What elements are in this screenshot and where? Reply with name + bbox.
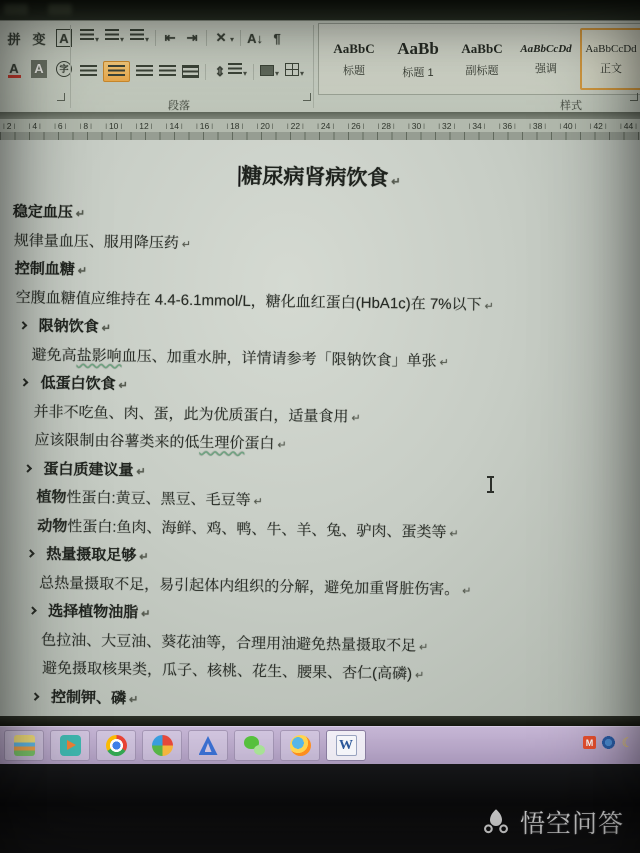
paragraph-mark: ↵ <box>419 641 429 654</box>
style-preview: AaBbC <box>461 40 503 56</box>
ribbon-tabs-cropped-strip <box>0 0 640 20</box>
ruler-number: ǀ 34 ǀ <box>469 121 486 131</box>
doc-paragraph[interactable]: 避免摄取核果类，瓜子、核桃、花生、腰果、杏仁(高磷) ↵ <box>41 659 425 683</box>
browser-pinwheel-icon <box>152 735 173 756</box>
paragraph-mark: ↵ <box>439 356 449 369</box>
group-divider <box>313 25 314 108</box>
distribute-icon[interactable] <box>182 65 199 78</box>
decrease-indent-icon[interactable]: ⇤ <box>164 30 176 45</box>
taskbar-button-chrome-icon[interactable] <box>96 730 136 761</box>
watermark <box>480 804 624 840</box>
doc-heading[interactable]: 热量摄取足够 ↵ <box>24 544 627 574</box>
paragraph-group-label: 段落 <box>168 100 190 112</box>
style-preview: AaBbCcDd <box>585 42 637 55</box>
doc-heading[interactable]: 限钠饮食 ↵ <box>16 316 631 347</box>
ruler-number: ǀ 14 ǀ <box>166 121 183 131</box>
document-title[interactable]: 糖尿病肾病饮食 ↵ <box>5 156 633 196</box>
m-app-icon[interactable]: M <box>583 736 596 749</box>
bullet-arrow-icon <box>31 692 39 700</box>
ruler-number: ǀ 4 ǀ <box>29 121 41 131</box>
ruler-number: ǀ 28 ǀ <box>378 121 395 131</box>
ribbon-tab-ghost <box>48 4 72 15</box>
character-scale-icon[interactable]: 变 <box>32 31 46 47</box>
taskbar-button-app-launcher-icon[interactable] <box>4 730 44 761</box>
font-color-icon[interactable]: A <box>6 59 22 78</box>
style-chip-正文[interactable] <box>580 28 640 90</box>
doc-paragraph[interactable]: 并非不吃鱼、肉、蛋，此为优质蛋白，适量食用 ↵ <box>33 403 361 426</box>
ruler-number: ǀ 12 ǀ <box>135 121 152 131</box>
ruler-number: ǀ 8 ǀ <box>80 121 92 131</box>
doc-paragraph[interactable]: 植物性蛋白:黄豆、黑豆、毛豆等 ↵ <box>36 488 263 509</box>
style-chip-标题 1[interactable] <box>388 28 448 90</box>
paragraph-mark: ↵ <box>139 551 149 564</box>
style-preview: AaBbC <box>333 40 375 56</box>
bullet-arrow-icon <box>23 464 31 472</box>
laptop-bezel <box>0 764 640 853</box>
style-name: 强调 <box>535 62 557 75</box>
ruler-numbers <box>3 121 637 131</box>
paragraph-mark: ↵ <box>101 322 111 335</box>
ruler-number: ǀ 30 ǀ <box>408 121 425 131</box>
style-preview: AaBb <box>397 38 439 58</box>
screen-bottom-gap <box>0 716 640 726</box>
windows-taskbar <box>0 726 640 764</box>
bullet-arrow-icon <box>18 321 26 329</box>
taskbar-button-blue-knot-icon[interactable] <box>188 730 228 761</box>
paragraph-mark: ↵ <box>253 496 263 509</box>
sort-icon[interactable]: A↓ <box>247 30 263 46</box>
paragraph-mark: ↵ <box>351 412 361 425</box>
styles-group-label: 样式 <box>560 100 582 112</box>
taskbar-button-wechat-icon[interactable] <box>234 730 274 761</box>
ribbon-tab-ghost <box>4 4 28 15</box>
doc-heading[interactable]: 稳定血压 ↵ <box>12 203 86 222</box>
blue-knot-icon <box>198 735 219 756</box>
doc-paragraph[interactable]: 应该限制由谷薯类来的低生理价蛋白 ↵ <box>34 431 287 453</box>
style-name: 标题 <box>343 64 365 77</box>
ruler-number: ǀ 6 ǀ <box>54 121 66 131</box>
ruler-number: ǀ 42 ǀ <box>590 121 607 131</box>
ruler-number: ǀ 22 ǀ <box>287 121 304 131</box>
doc-paragraph[interactable]: 规律量血压、服用降压药 ↵ <box>13 231 192 252</box>
ruler-number: ǀ 20 ǀ <box>257 121 274 131</box>
paragraph-mark: ↵ <box>277 439 287 452</box>
spellcheck-underline: 生理价 <box>199 434 245 452</box>
bullet-arrow-icon <box>26 549 34 557</box>
document-editing-area[interactable] <box>0 140 640 716</box>
align-left-icon[interactable] <box>80 65 97 78</box>
doc-heading[interactable]: 控制血糖 ↵ <box>14 260 88 279</box>
taskbar-button-firefox-icon[interactable] <box>280 730 320 761</box>
taskbar-button-word-icon[interactable] <box>326 730 366 761</box>
style-chip-标题[interactable] <box>324 28 384 90</box>
paragraph-mark: ↵ <box>449 527 459 540</box>
taskbar-button-browser-pinwheel-icon[interactable] <box>142 730 182 761</box>
doc-heading[interactable]: 控制钾、磷 ↵ <box>29 687 625 716</box>
ruler-number: ǀ 26 ǀ <box>347 121 364 131</box>
bullet-arrow-icon <box>28 606 36 614</box>
enclose-characters-icon[interactable]: 字 <box>56 61 72 77</box>
character-border-icon[interactable]: A <box>56 29 72 47</box>
doc-heading[interactable]: 蛋白质建议量 ↵ <box>21 459 629 490</box>
text-caret <box>238 166 240 187</box>
ruler-number: ǀ 44 ǀ <box>620 121 637 131</box>
watermark-text: 悟空问答 <box>519 810 624 838</box>
styles-dialog-launcher-icon[interactable] <box>630 93 638 101</box>
wechat-icon <box>244 735 265 756</box>
taskbar-icons <box>4 730 366 761</box>
style-name: 标题 1 <box>402 66 434 79</box>
ruler-ticks <box>0 132 640 140</box>
ruler-number: ǀ 24 ǀ <box>317 121 334 131</box>
font-dialog-launcher-icon[interactable] <box>57 93 65 101</box>
doc-heading[interactable]: 低蛋白饮食 ↵ <box>18 373 630 404</box>
paragraph-mark: ↵ <box>118 379 128 393</box>
wukong-monkey-logo-icon <box>480 806 512 838</box>
paragraph-mark: ↵ <box>77 265 88 278</box>
ruler-number: ǀ 18 ǀ <box>226 121 243 131</box>
paragraph-mark: ↵ <box>75 208 86 221</box>
paragraph-mark: ↵ <box>128 693 139 706</box>
phonetic-guide-icon[interactable]: 拼 <box>7 31 21 47</box>
character-shading-icon[interactable]: A <box>31 60 47 78</box>
align-center-icon[interactable] <box>103 61 130 82</box>
chrome-icon <box>106 735 127 756</box>
word-ribbon <box>0 20 640 112</box>
doc-heading[interactable]: 选择植物油脂 ↵ <box>26 601 627 631</box>
paragraph-mark: ↵ <box>141 608 151 621</box>
show-formatting-marks-icon[interactable]: ¶ <box>273 30 281 46</box>
doc-paragraph[interactable]: 空腹血糖值应维持在 4.4-6.1mmol/L，糖化血红蛋白(HbA1c)在 7%以下 ↵ <box>15 288 494 314</box>
asian-layout-icon[interactable]: ✕ ▾ <box>215 30 235 45</box>
increase-indent-icon[interactable]: ⇥ <box>186 30 198 45</box>
system-tray <box>583 736 634 749</box>
paragraph-mark: ↵ <box>391 176 401 189</box>
bullet-arrow-icon <box>20 378 28 386</box>
ruler-number: ǀ 10 ǀ <box>105 121 122 131</box>
blue-dot-icon[interactable] <box>602 736 615 749</box>
paragraph-mark: ↵ <box>136 465 146 478</box>
horizontal-ruler[interactable] <box>0 112 640 140</box>
paragraph-mark: ↵ <box>181 238 192 251</box>
numbered-list-icon[interactable]: ▾ <box>105 29 124 47</box>
ruler-number: ǀ 16 ǀ <box>196 121 213 131</box>
video-player-icon <box>60 735 81 756</box>
paragraph-dialog-launcher-icon[interactable] <box>303 93 311 101</box>
multilevel-list-icon[interactable]: ▾ <box>130 29 149 47</box>
spellcheck-underline: 盐影响 <box>76 346 122 365</box>
word-icon: W <box>336 735 357 756</box>
ruler-number: ǀ 38 ǀ <box>529 121 546 131</box>
doc-paragraph[interactable]: 色拉油、大豆油、葵花油等，合理用油避免热量摄取不足 ↵ <box>41 631 429 655</box>
align-right-icon[interactable] <box>136 65 153 78</box>
ruler-number: ǀ 32 ǀ <box>438 121 455 131</box>
paragraph-mark: ↵ <box>414 669 425 682</box>
doc-paragraph[interactable]: 避免高盐影响血压、加重水肿，详情请参考「限钠饮食」单张 ↵ <box>31 346 449 370</box>
style-gallery <box>318 23 640 95</box>
line-spacing-icon[interactable]: ⇕ ▾ <box>214 63 248 79</box>
paragraph-mark: ↵ <box>484 300 494 313</box>
ruler-number: ǀ 2 ǀ <box>3 121 15 131</box>
style-preview: AaBbCcDd <box>520 42 572 55</box>
firefox-icon <box>290 735 311 756</box>
style-chip-强调[interactable] <box>516 28 576 90</box>
style-name: 副标题 <box>465 64 499 77</box>
ruler-number: ǀ 36 ǀ <box>499 121 516 131</box>
borders-icon[interactable]: ▾ <box>285 63 304 81</box>
group-divider <box>70 25 71 108</box>
bullet-list-icon[interactable]: ▾ <box>80 29 99 47</box>
style-chip-副标题[interactable] <box>452 28 512 90</box>
taskbar-button-video-player-icon[interactable] <box>50 730 90 761</box>
paragraph-mark: ↵ <box>462 584 472 597</box>
app-launcher-icon <box>14 735 35 756</box>
style-name: 正文 <box>600 62 622 75</box>
ruler-number: ǀ 40 ǀ <box>559 121 576 131</box>
mouse-cursor-ibeam <box>486 476 495 493</box>
shading-icon[interactable]: ▾ <box>260 63 279 81</box>
document-body <box>0 202 633 716</box>
night-mode-icon[interactable]: ☾ <box>621 734 634 750</box>
doc-paragraph[interactable]: 总热量摄取不足，易引起体内组织的分解，避免加重肾脏伤害。 ↵ <box>39 574 472 598</box>
justify-icon[interactable] <box>159 65 176 78</box>
doc-paragraph[interactable]: 动物性蛋白:鱼肉、海鲜、鸡、鸭、牛、羊、兔、驴肉、蛋类等 ↵ <box>37 517 459 541</box>
